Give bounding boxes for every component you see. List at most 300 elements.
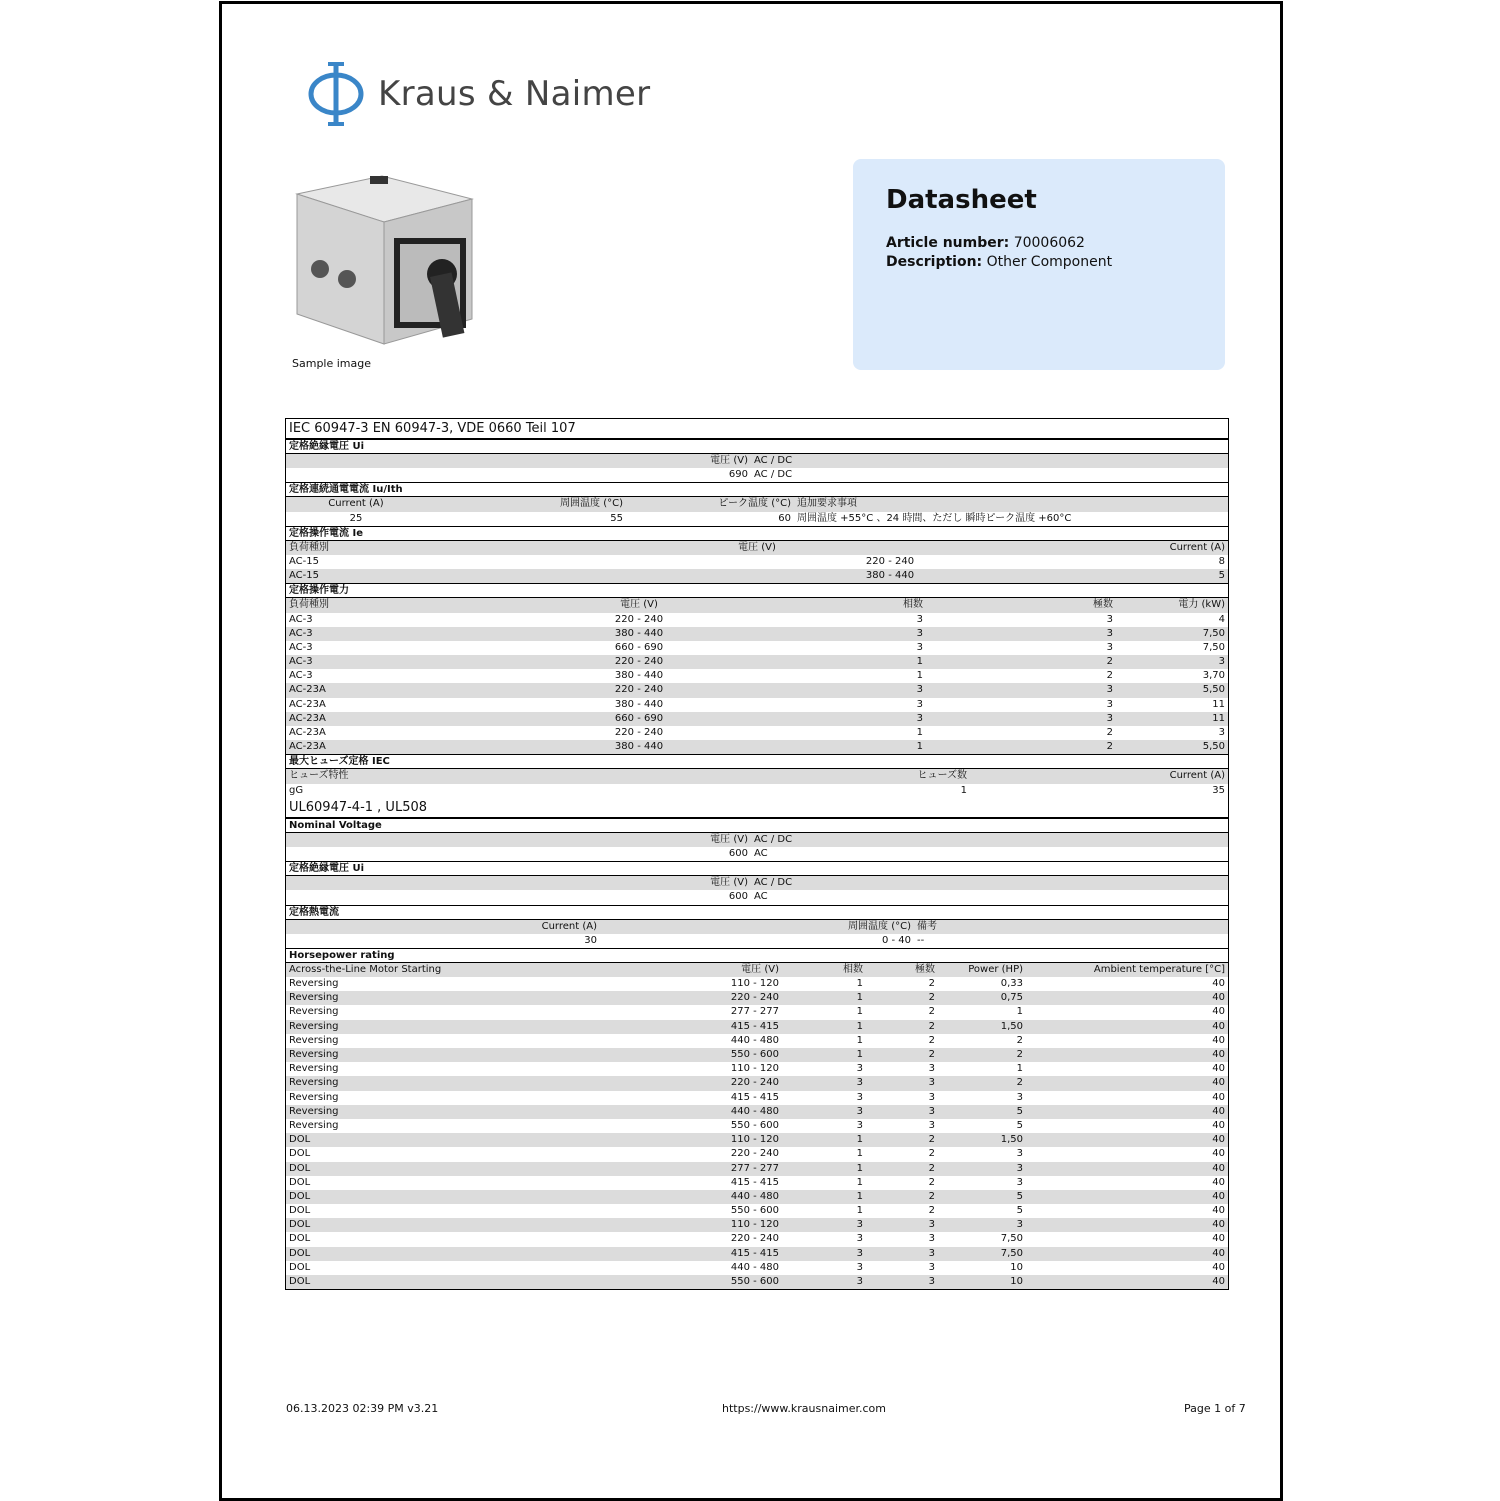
- table-row: [286, 1232, 1228, 1246]
- table-cell: Reversing: [289, 1091, 339, 1103]
- table-header-row: [286, 497, 1228, 511]
- table-header-row: [286, 769, 1228, 783]
- table-cell: 40: [1212, 1162, 1225, 1174]
- table-cell: 3: [1106, 613, 1113, 625]
- table-cell: AC-3: [289, 656, 313, 668]
- table-row: [286, 1162, 1228, 1176]
- table-cell: Reversing: [289, 1020, 339, 1032]
- table-cell: 3: [916, 684, 923, 696]
- table-row: [286, 1133, 1228, 1147]
- table-cell: 3: [916, 627, 923, 639]
- table-cell: 40: [1212, 1119, 1225, 1131]
- table-row: [286, 740, 1228, 754]
- table-cell: 1: [856, 978, 863, 990]
- table-cell: Current (A): [328, 498, 384, 510]
- table-row: [286, 1048, 1228, 1062]
- table-cell: 2: [928, 1176, 935, 1188]
- table-cell: 3: [916, 613, 923, 625]
- table-row: [286, 683, 1228, 697]
- table-cell: 2: [928, 1034, 935, 1046]
- table-cell: AC-23A: [289, 698, 326, 710]
- table-cell: 7,50: [1202, 641, 1225, 653]
- table-cell: 2: [928, 1020, 935, 1032]
- table-cell: 440 - 480: [730, 1190, 779, 1202]
- table-cell: 3: [916, 712, 923, 724]
- table-cell: 110 - 120: [730, 1219, 779, 1231]
- table-row: [286, 1020, 1228, 1034]
- table-cell: 3: [856, 1063, 863, 1075]
- table-row: [286, 627, 1228, 641]
- table-cell: 1: [856, 1148, 863, 1160]
- section-header: [286, 439, 1228, 454]
- table-cell: gG: [289, 784, 304, 796]
- table-cell: 3: [928, 1091, 935, 1103]
- table-cell: 5,50: [1202, 684, 1225, 696]
- table-cell: 3: [1218, 727, 1225, 738]
- table-cell: 周囲温度 (°C): [560, 498, 623, 510]
- table-cell: AC / DC: [754, 877, 793, 889]
- table-cell: Current (A): [541, 920, 597, 932]
- table-cell: 550 - 600: [730, 1049, 779, 1060]
- table-cell: UL60947-4-1 , UL508: [289, 799, 428, 815]
- table-cell: Across-the-Line Motor Starting: [289, 963, 442, 975]
- table-cell: 40: [1212, 978, 1225, 990]
- table-row: [286, 468, 1228, 482]
- article-value: 70006062: [1013, 235, 1085, 251]
- section-title-iec: [286, 419, 1228, 439]
- table-cell: 55: [610, 512, 623, 524]
- table-cell: AC-23A: [289, 741, 326, 753]
- table-cell: 極数: [1093, 599, 1113, 611]
- table-cell: 1: [1016, 1063, 1023, 1075]
- table-cell: 3: [1016, 1091, 1023, 1103]
- table-cell: AC-23A: [289, 684, 326, 696]
- table-cell: 2: [928, 1205, 935, 1217]
- table-cell: AC-3: [289, 613, 313, 625]
- table-cell: Current (A): [1169, 541, 1225, 553]
- table-cell: ヒューズ数: [917, 770, 967, 782]
- table-cell: 0,75: [1000, 992, 1023, 1004]
- table-row: [286, 726, 1228, 740]
- table-row: [286, 1247, 1228, 1261]
- table-cell: 2: [1106, 656, 1113, 668]
- table-cell: 2: [1106, 727, 1113, 738]
- table-cell: IEC 60947-3 EN 60947-3, VDE 0660 Teil 107: [289, 421, 576, 436]
- table-cell: 3: [856, 1247, 863, 1259]
- table-cell: 負荷種別: [289, 541, 329, 553]
- table-cell: DOL: [289, 1276, 311, 1287]
- table-cell: 40: [1212, 1034, 1225, 1046]
- table-cell: 415 - 415: [730, 1176, 779, 1188]
- table-cell: 7,50: [1000, 1247, 1023, 1259]
- table-cell: 1: [856, 1020, 863, 1032]
- table-cell: AC-23A: [289, 727, 326, 738]
- table-cell: 380 - 440: [614, 741, 664, 753]
- section-header: [286, 818, 1228, 833]
- table-cell: 1: [856, 1176, 863, 1188]
- table-row: [286, 1190, 1228, 1204]
- footer-url: https://www.krausnaimer.com: [722, 1402, 886, 1415]
- table-cell: 8: [1218, 555, 1225, 567]
- table-cell: 3: [856, 1261, 863, 1273]
- datasheet-page: [219, 1, 1283, 1501]
- table-cell: 3: [856, 1077, 863, 1089]
- table-cell: 415 - 415: [730, 1247, 779, 1259]
- table-cell: 40: [1212, 1261, 1225, 1273]
- table-row: [286, 555, 1228, 569]
- table-cell: 1: [916, 741, 923, 753]
- table-cell: 40: [1212, 1205, 1225, 1217]
- table-row: [286, 1034, 1228, 1048]
- table-row: [286, 1119, 1228, 1133]
- table-cell: Reversing: [289, 1049, 339, 1060]
- table-cell: DOL: [289, 1162, 311, 1174]
- table-cell: 1: [960, 784, 967, 796]
- table-cell: DOL: [289, 1219, 311, 1231]
- table-cell: 3: [1106, 627, 1113, 639]
- table-cell: 5,50: [1202, 741, 1225, 753]
- table-row: [286, 1105, 1228, 1119]
- table-cell: AC / DC: [754, 455, 793, 466]
- table-cell: 11: [1212, 712, 1225, 724]
- table-cell: 3: [928, 1119, 935, 1131]
- table-cell: 40: [1212, 1219, 1225, 1231]
- section-header: [286, 948, 1228, 963]
- table-cell: 3: [916, 698, 923, 710]
- table-row: [286, 1176, 1228, 1190]
- table-cell: DOL: [289, 1134, 311, 1146]
- table-row: [286, 977, 1228, 991]
- table-cell: 220 - 240: [730, 992, 779, 1004]
- table-cell: AC-15: [289, 555, 319, 567]
- table-cell: 25: [349, 512, 363, 524]
- table-cell: 600: [728, 847, 748, 859]
- table-cell: 380 - 440: [614, 670, 664, 682]
- table-cell: 負荷種別: [289, 599, 329, 611]
- table-cell: 3: [928, 1247, 935, 1259]
- table-header-row: [286, 454, 1228, 468]
- table-cell: 690: [728, 469, 748, 481]
- product-image: [292, 174, 477, 349]
- table-cell: 電圧 (V): [620, 599, 658, 611]
- table-cell: Reversing: [289, 1105, 339, 1117]
- table-header-row: [286, 876, 1228, 890]
- kraus-naimer-logo-icon: [306, 59, 366, 129]
- table-cell: AC-3: [289, 670, 313, 682]
- table-cell: AC-23A: [289, 712, 326, 724]
- table-cell: Reversing: [289, 1063, 339, 1075]
- table-cell: 2: [928, 1134, 935, 1146]
- table-cell: 2: [928, 1162, 935, 1174]
- table-cell: 1: [916, 656, 923, 668]
- table-cell: 3: [1016, 1176, 1023, 1188]
- table-cell: 3,70: [1202, 670, 1225, 682]
- table-cell: 550 - 600: [730, 1205, 779, 1217]
- table-cell: 5: [1016, 1190, 1023, 1202]
- table-row: [286, 569, 1228, 583]
- table-cell: 3: [1106, 698, 1113, 710]
- table-cell: 3: [856, 1091, 863, 1103]
- table-row: [286, 1091, 1228, 1105]
- table-row: [286, 1005, 1228, 1019]
- table-cell: 40: [1212, 1020, 1225, 1032]
- table-cell: 1: [856, 1006, 863, 1018]
- table-cell: 3: [856, 1233, 863, 1245]
- table-cell: 35: [1212, 784, 1225, 796]
- table-cell: Reversing: [289, 992, 339, 1004]
- table-cell: 3: [928, 1233, 935, 1245]
- table-cell: Reversing: [289, 1077, 339, 1089]
- table-cell: 1: [916, 727, 923, 738]
- table-cell: 2: [1106, 670, 1113, 682]
- table-cell: 1: [856, 1205, 863, 1217]
- table-cell: 2: [928, 978, 935, 990]
- table-cell: 5: [1016, 1105, 1023, 1117]
- table-cell: DOL: [289, 1247, 311, 1259]
- table-cell: Ambient temperature [°C]: [1093, 963, 1225, 975]
- table-row: [286, 698, 1228, 712]
- table-cell: 7,50: [1202, 627, 1225, 639]
- section-header: [286, 482, 1228, 497]
- table-row: [286, 1204, 1228, 1218]
- section-header: [286, 526, 1228, 541]
- table-cell: 周囲温度 +55°C 、24 時間、ただし 瞬時ピーク温度 +60°C: [797, 512, 1072, 524]
- table-row: [286, 847, 1228, 861]
- section-header: [286, 861, 1228, 876]
- table-cell: DOL: [289, 1148, 311, 1160]
- table-cell: 2: [928, 1049, 935, 1060]
- table-cell: 3: [1106, 641, 1113, 653]
- table-cell: 380 - 440: [865, 570, 915, 582]
- table-cell: 220 - 240: [614, 613, 664, 625]
- table-row: [286, 1062, 1228, 1076]
- table-cell: 40: [1212, 1049, 1225, 1060]
- table-cell: 550 - 600: [730, 1276, 779, 1287]
- footer-timestamp: 06.13.2023 02:39 PM v3.21: [286, 1402, 439, 1415]
- table-cell: 3: [928, 1063, 935, 1075]
- table-cell: 40: [1212, 1233, 1225, 1245]
- table-cell: 1: [856, 1134, 863, 1146]
- table-cell: 40: [1212, 1148, 1225, 1160]
- table-cell: 3: [928, 1219, 935, 1231]
- table-cell: 相数: [843, 963, 863, 975]
- table-cell: 周囲温度 (°C): [848, 920, 911, 932]
- article-label: Article number:: [886, 235, 1010, 251]
- table-cell: 11: [1212, 698, 1225, 710]
- table-cell: 2: [928, 1148, 935, 1160]
- table-cell: 追加要求事項: [797, 498, 857, 510]
- table-cell: 110 - 120: [730, 1134, 779, 1146]
- table-cell: 3: [928, 1105, 935, 1117]
- table-row: [286, 890, 1228, 904]
- table-header-row: [286, 963, 1228, 977]
- table-cell: Current (A): [1169, 770, 1225, 782]
- table-cell: 1,50: [1000, 1134, 1023, 1146]
- brand-name: Kraus & Naimer: [378, 74, 651, 114]
- table-cell: 3: [916, 641, 923, 653]
- table-cell: 2: [928, 1006, 935, 1018]
- table-cell: 電圧 (V): [710, 833, 748, 845]
- table-cell: 0,33: [1000, 978, 1023, 990]
- table-cell: 60: [778, 512, 791, 524]
- table-cell: 40: [1212, 1276, 1225, 1287]
- table-row: [286, 655, 1228, 669]
- table-cell: 最大ヒューズ定格 IEC: [289, 756, 390, 768]
- table-cell: 2: [1106, 741, 1113, 753]
- table-cell: Reversing: [289, 1034, 339, 1046]
- table-cell: 380 - 440: [614, 698, 664, 710]
- table-cell: 660 - 690: [614, 712, 664, 724]
- description-label: Description:: [886, 254, 983, 270]
- table-cell: 備考: [917, 920, 937, 932]
- table-cell: 220 - 240: [730, 1233, 779, 1245]
- description: [886, 254, 1112, 270]
- table-cell: 550 - 600: [730, 1119, 779, 1131]
- table-cell: DOL: [289, 1176, 311, 1188]
- table-cell: AC: [754, 847, 768, 859]
- table-cell: 電圧 (V): [738, 541, 776, 553]
- table-cell: 相数: [903, 599, 923, 611]
- table-cell: DOL: [289, 1205, 311, 1217]
- table-cell: 極数: [915, 963, 935, 975]
- table-row: [286, 934, 1228, 948]
- table-cell: 440 - 480: [730, 1034, 779, 1046]
- table-cell: 40: [1212, 1077, 1225, 1089]
- table-cell: 3: [856, 1119, 863, 1131]
- table-cell: 1: [1016, 1006, 1023, 1018]
- table-row: [286, 613, 1228, 627]
- table-cell: AC-3: [289, 641, 313, 653]
- table-cell: --: [917, 934, 925, 946]
- footer-page: Page 1 of 7: [1184, 1402, 1246, 1415]
- image-caption: Sample image: [292, 357, 372, 370]
- table-cell: 1: [856, 1162, 863, 1174]
- table-cell: 40: [1212, 1176, 1225, 1188]
- table-cell: 2: [928, 992, 935, 1004]
- table-cell: 3: [856, 1276, 863, 1287]
- table-cell: 3: [856, 1219, 863, 1231]
- table-cell: 3: [928, 1276, 935, 1287]
- description-value: Other Component: [986, 254, 1113, 270]
- table-cell: 5: [1016, 1119, 1023, 1131]
- table-cell: 30: [584, 934, 597, 946]
- table-cell: 電圧 (V): [710, 877, 748, 889]
- table-cell: 277 - 277: [730, 1006, 779, 1018]
- table-cell: 2: [1016, 1077, 1023, 1089]
- table-cell: 220 - 240: [865, 555, 915, 567]
- table-cell: 380 - 440: [614, 627, 664, 639]
- table-row: [286, 1275, 1228, 1289]
- table-header-row: [286, 833, 1228, 847]
- table-cell: 10: [1010, 1276, 1023, 1287]
- table-row: [286, 1218, 1228, 1232]
- table-cell: 10: [1010, 1261, 1023, 1273]
- table-cell: 40: [1212, 1063, 1225, 1075]
- table-cell: 定格絶縁電圧 Ui: [289, 441, 365, 452]
- table-cell: 415 - 415: [730, 1020, 779, 1032]
- table-cell: ピーク温度 (°C): [718, 498, 791, 510]
- table-cell: 定格操作電力: [289, 585, 349, 597]
- section-header: [286, 905, 1228, 920]
- table-cell: 40: [1212, 1134, 1225, 1146]
- table-cell: 5: [1218, 570, 1225, 582]
- table-cell: 電力 (kW): [1178, 599, 1225, 611]
- section-header: [286, 754, 1228, 769]
- table-row: [286, 641, 1228, 655]
- table-cell: AC-15: [289, 570, 319, 582]
- table-cell: 660 - 690: [614, 641, 664, 653]
- table-cell: 440 - 480: [730, 1261, 779, 1273]
- table-cell: 3: [1218, 656, 1225, 668]
- section-header: [286, 583, 1228, 598]
- table-cell: 40: [1212, 1006, 1225, 1018]
- table-cell: 220 - 240: [614, 727, 664, 738]
- table-cell: 2: [928, 1190, 935, 1202]
- datasheet-title: Datasheet: [886, 185, 1037, 215]
- table-cell: 1: [856, 992, 863, 1004]
- table-cell: 1: [856, 1049, 863, 1060]
- table-cell: 220 - 240: [614, 656, 664, 668]
- table-cell: 40: [1212, 992, 1225, 1004]
- table-cell: 40: [1212, 1091, 1225, 1103]
- table-row: [286, 1076, 1228, 1090]
- table-cell: ヒューズ特性: [289, 770, 349, 782]
- table-cell: 定格操作電流 Ie: [289, 527, 363, 539]
- table-cell: 220 - 240: [730, 1148, 779, 1160]
- table-cell: 定格熱電流: [289, 906, 339, 918]
- table-cell: Reversing: [289, 1006, 339, 1018]
- table-cell: AC / DC: [754, 833, 793, 845]
- table-cell: Reversing: [289, 1119, 339, 1131]
- table-cell: 3: [928, 1261, 935, 1273]
- table-cell: 3: [1106, 684, 1113, 696]
- table-cell: 1: [856, 1190, 863, 1202]
- table-row: [286, 512, 1228, 526]
- table-cell: 電圧 (V): [741, 963, 779, 975]
- table-cell: 3: [1016, 1148, 1023, 1160]
- table-row: [286, 669, 1228, 683]
- table-cell: 定格連続通電電流 Iu/Ith: [289, 484, 403, 496]
- table-cell: Power (HP): [968, 963, 1023, 975]
- table-cell: 3: [856, 1105, 863, 1117]
- table-cell: AC-3: [289, 627, 313, 639]
- table-cell: Reversing: [289, 978, 339, 990]
- table-cell: Nominal Voltage: [289, 819, 382, 831]
- table-row: [286, 784, 1228, 798]
- article-number: [886, 235, 1085, 251]
- table-cell: 1: [916, 670, 923, 682]
- table-cell: 277 - 277: [730, 1162, 779, 1174]
- table-row: [286, 991, 1228, 1005]
- table-cell: 電圧 (V): [710, 455, 748, 466]
- table-cell: 220 - 240: [730, 1077, 779, 1089]
- table-row: [286, 712, 1228, 726]
- table-header-row: [286, 598, 1228, 612]
- table-cell: 5: [1016, 1205, 1023, 1217]
- table-cell: DOL: [289, 1190, 311, 1202]
- table-cell: 600: [728, 891, 748, 903]
- table-cell: 1,50: [1000, 1020, 1023, 1032]
- table-cell: 定格絶縁電圧 Ui: [289, 863, 365, 875]
- table-row: [286, 1261, 1228, 1275]
- table-cell: 0 - 40: [881, 934, 911, 946]
- table-cell: 415 - 415: [730, 1091, 779, 1103]
- table-cell: 110 - 120: [730, 978, 779, 990]
- table-cell: 110 - 120: [730, 1063, 779, 1075]
- table-cell: 4: [1218, 613, 1225, 625]
- table-cell: 2: [1016, 1034, 1023, 1046]
- table-cell: 40: [1212, 1105, 1225, 1117]
